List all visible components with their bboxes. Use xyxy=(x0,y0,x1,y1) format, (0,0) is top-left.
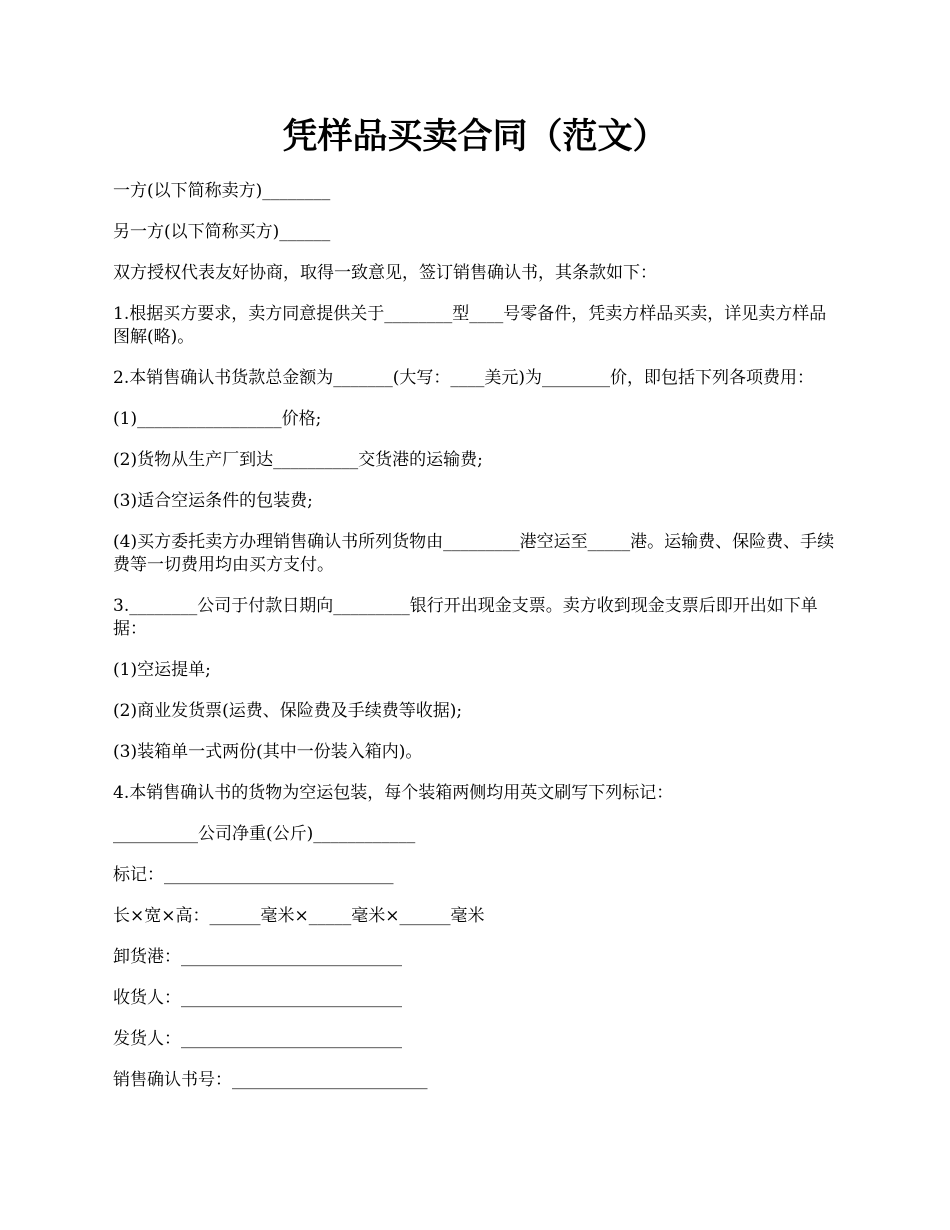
clause-2-item-4: (4)买方委托卖方办理销售确认书所列货物由_________港空运至_____港。运输费、保险费、手续费等一切费用均由买方支付。 xyxy=(113,532,835,575)
paragraph-buyer: 另一方(以下简称买方)______ xyxy=(113,222,331,242)
clause-4: 4.本销售确认书的货物为空运包装，每个装箱两侧均用英文刷写下列标记： xyxy=(113,783,674,803)
clause-2-item-3: (3)适合空运条件的包装费; xyxy=(113,491,313,511)
mark-net-weight: __________公司净重(公斤)____________ xyxy=(113,824,416,844)
clause-3-item-2: (2)商业发货票(运费、保险费及手续费等收据); xyxy=(113,701,463,721)
mark-dimensions: 长×宽×高：______毫米×_____毫米×______毫米 xyxy=(113,906,485,926)
clause-2: 2.本销售确认书货款总金额为_______(大写：____美元)为________价，即包括下列各项费用： xyxy=(113,368,814,388)
document-title: 凭样品买卖合同（范文） xyxy=(282,116,668,157)
clause-1: 1.根据买方要求，卖方同意提供关于________型____号零备件，凭卖方样品买卖，详见卖方样品图解(略)。 xyxy=(113,304,827,347)
clause-3-item-3: (3)装箱单一式两份(其中一份装入箱内)。 xyxy=(113,742,423,762)
mark-shipper: 发货人：__________________________ xyxy=(113,1029,402,1049)
clause-3: 3.________公司于付款日期向_________银行开出现金支票。卖方收到现金支票后即开出如下单据： xyxy=(113,596,818,639)
document-body xyxy=(113,180,843,1110)
paragraph-intro: 双方授权代表友好协商，取得一致意见，签订销售确认书，其条款如下： xyxy=(113,263,657,283)
mark-confirmation-number: 销售确认书号：_______________________ xyxy=(113,1070,428,1090)
mark-consignee: 收货人：__________________________ xyxy=(113,988,402,1008)
mark-discharge-port: 卸货港：__________________________ xyxy=(113,947,402,967)
mark-label: 标记：___________________________ xyxy=(113,865,394,885)
clause-3-item-1: (1)空运提单; xyxy=(113,660,211,680)
clause-2-item-1: (1)_________________价格; xyxy=(113,409,322,429)
clause-2-item-2: (2)货物从生产厂到达__________交货港的运输费; xyxy=(113,450,483,470)
paragraph-seller: 一方(以下简称卖方)________ xyxy=(113,181,331,201)
